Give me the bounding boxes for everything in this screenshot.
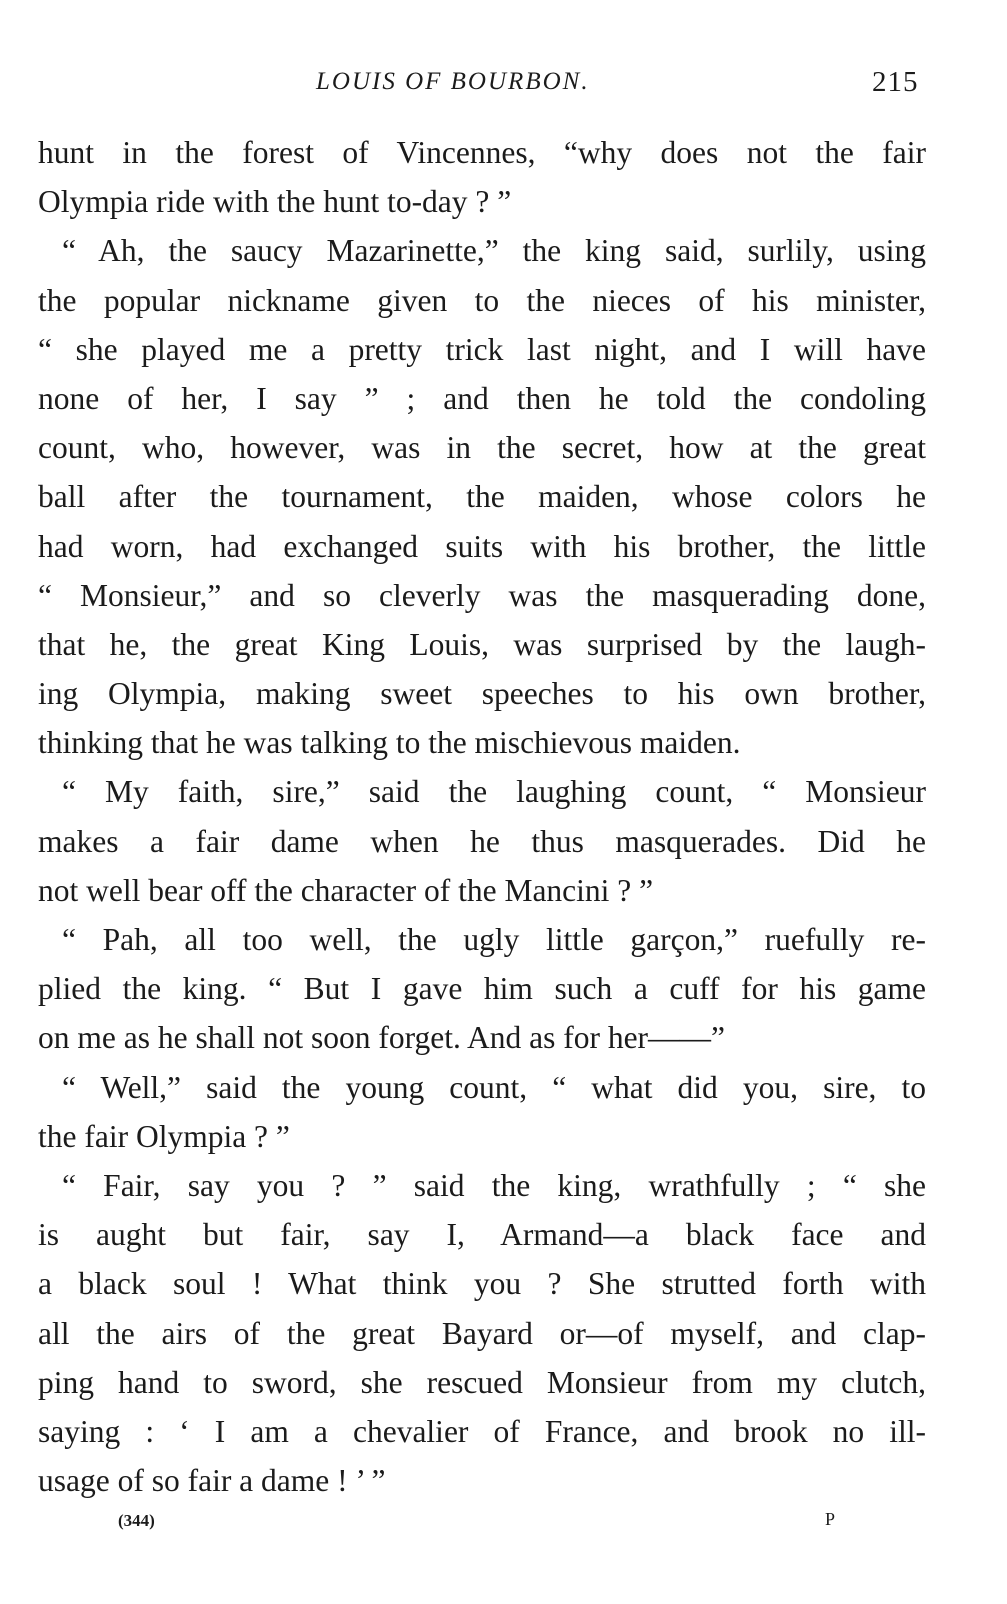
text-line: thinking that he was talking to the mischievous maiden. bbox=[38, 725, 741, 761]
text-line: none of her, I say ” ; and then he told the condoling bbox=[38, 380, 926, 416]
text-line: Olympia ride with the hunt to-day ? ” bbox=[38, 184, 512, 220]
text-line: the fair Olympia ? ” bbox=[38, 1118, 290, 1154]
text-line: “ Well,” said the young count, “ what did you, sire, to bbox=[62, 1069, 926, 1105]
text-line: ping hand to sword, she rescued Monsieur from my clutch, bbox=[38, 1364, 926, 1400]
text-line: the popular nickname given to the nieces of his minister, bbox=[38, 282, 926, 318]
page-number: 215 bbox=[872, 66, 919, 98]
text-line: a black soul ! What think you ? She strutted forth with bbox=[38, 1266, 926, 1302]
text-line: had worn, had exchanged suits with his brother, the little bbox=[38, 528, 926, 564]
running-title: LOUIS OF BOURBON. bbox=[316, 68, 590, 95]
text-line: usage of so fair a dame ! ’ ” bbox=[38, 1463, 386, 1499]
text-line: plied the king. “ But I gave him such a cuff for his game bbox=[38, 971, 926, 1007]
signature-mark: (344) bbox=[118, 1511, 155, 1530]
text-line: all the airs of the great Bayard or—of myself, and clap- bbox=[38, 1315, 926, 1351]
text-line: “ Monsieur,” and so cleverly was the masquerading done, bbox=[38, 577, 926, 613]
sheet-mark: P bbox=[825, 1509, 836, 1529]
text-line: “ Pah, all too well, the ugly little garçon,” ruefully re- bbox=[62, 922, 926, 957]
text-line: on me as he shall not soon forget. And as for her——” bbox=[38, 1020, 726, 1056]
text-line: “ Ah, the saucy Mazarinette,” the king said, surlily, using bbox=[62, 233, 926, 269]
text-line: that he, the great King Louis, was surprised by the laugh- bbox=[38, 626, 926, 662]
text-line: hunt in the forest of Vincennes, “why does not the fair bbox=[38, 135, 926, 170]
text-line: makes a fair dame when he thus masquerades. Did he bbox=[38, 823, 926, 859]
text-line: ball after the tournament, the maiden, whose colors he bbox=[38, 479, 926, 515]
text-line: “ My faith, sire,” said the laughing count, “ Monsieur bbox=[62, 774, 926, 810]
text-line: not well bear off the character of the Mancini ? ” bbox=[38, 872, 654, 908]
text-line: saying : ‘ I am a chevalier of France, and brook no ill- bbox=[38, 1413, 926, 1449]
text-line: ing Olympia, making sweet speeches to his own brother, bbox=[38, 676, 926, 712]
text-line: is aught but fair, say I, Armand—a black face and bbox=[38, 1217, 926, 1253]
text-line: “ she played me a pretty trick last night, and I will have bbox=[38, 331, 926, 367]
text-line: “ Fair, say you ? ” said the king, wrathfully ; “ she bbox=[62, 1167, 926, 1203]
text-line: count, who, however, was in the secret, how at the great bbox=[38, 430, 926, 466]
body-text bbox=[38, 128, 926, 1505]
